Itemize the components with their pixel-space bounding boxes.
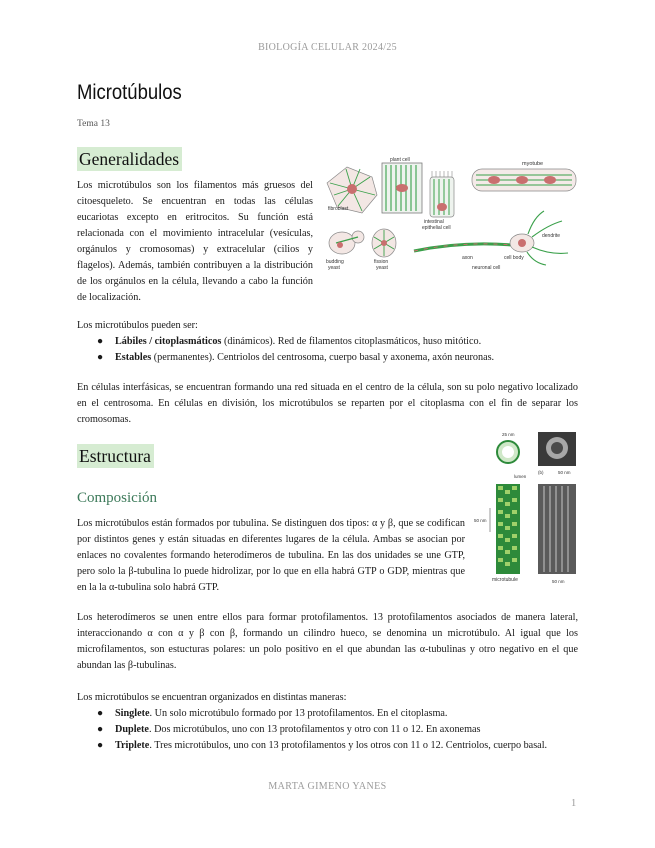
label-intestinal: intestinal [424, 219, 444, 225]
types-list-intro: Los microtúbulos pueden ser: [77, 320, 198, 331]
label-size-top: 25 nm [502, 432, 515, 437]
microtubule-cross-section [497, 441, 519, 463]
type-description: (permanentes). Centriolos del centrosoma, cuerpo basal y axonema, axón neuronas. [151, 352, 495, 363]
composition-text: Los microtúbulos están formados por tubulina. Se distinguen dos tipos: α y β, que se codifican por distintos genes y están situadas en diferentes lugares de la célula. Ambas se asocian por enlaces no covalentes formando heterodímeros de tubulina. En las dos unidades se une GTP, pero solo la β-tubulina lo puede hidrolizar, por lo que en ella habrá GTP o GDP, mientras que en la la α-tubulina solo habrá GTP. [77, 518, 465, 593]
label-dendrite: dendrite [542, 233, 561, 239]
label-budding: budding [326, 259, 344, 265]
label-neuron: neuronal cell [472, 265, 501, 271]
label-size-side: 50 nm [474, 518, 487, 523]
budding-yeast-illustration [329, 231, 364, 254]
organization-block [77, 690, 578, 754]
type-description: (dinámicos). Red de filamentos citoplasmáticos, huso mitótico. [221, 336, 482, 347]
microtubule-structure-figure [474, 428, 580, 586]
microtubule-cell-types-figure [322, 155, 580, 275]
label-yeast2: yeast [376, 265, 388, 271]
myotube-illustration [472, 169, 576, 191]
organization-list [77, 706, 578, 754]
label-yeast: yeast [328, 265, 340, 271]
label-myotube: myotube [522, 161, 544, 167]
epithelial-cell-illustration [430, 171, 454, 217]
type-term: Estables [115, 352, 152, 363]
organization-description: . Dos microtúbulos, uno con 13 protofilamentos y otro con 11 o 12. En axonemas [148, 724, 481, 735]
generalidades-intro [77, 178, 313, 306]
label-scale-a: (b) [538, 470, 544, 475]
page-title: Microtúbulos [77, 81, 182, 104]
fission-yeast-illustration [372, 229, 396, 257]
section-heading-generalidades: Generalidades [77, 147, 182, 171]
page-subtitle: Tema 13 [77, 119, 110, 129]
composicion-paragraph-1 [77, 516, 465, 596]
subsection-heading-composicion: Composición [77, 490, 158, 506]
page-number: 1 [571, 798, 577, 809]
types-list [77, 334, 577, 366]
microtubule-wall-illustration [496, 484, 520, 574]
label-scale-c: 50 nm [552, 579, 565, 584]
organization-term: Singlete [115, 708, 150, 719]
list-item: ● Estables (permanentes). Centriolos del centrosoma, cuerpo basal y axonema, axón neuronas. [97, 352, 495, 363]
types-block [77, 318, 577, 366]
generalidades-closing [77, 380, 578, 428]
list-item: ● Singlete. Un solo microtúbulo formado por 13 protofilamentos. En el citoplasma. [97, 708, 448, 719]
organization-intro: Los microtúbulos se encuentran organizados en distintas maneras: [77, 692, 347, 703]
label-scale-b: 50 nm [558, 470, 571, 475]
label-plant-cell: plant cell [390, 157, 410, 163]
label-fibroblast: fibroblast [328, 206, 349, 212]
type-term: Lábiles / citoplasmáticos [115, 336, 222, 347]
list-item: ● Lábiles / citoplasmáticos (dinámicos). Red de filamentos citoplasmáticos, huso mitótico. [97, 336, 482, 347]
intro-paragraph: Los microtúbulos son los filamentos más gruesos del citoesqueleto. Se encuentran en todas las células eucariotas excepto en eritrocitos. Su función está relacionada con el movimiento intracelular (vesículas, orgánulos y cromosomas) y extracelular (cilios y flagelos). Además, también contribuyen a la distribución de los orgánulos en la célula, llevando a cabo la función de localización. [77, 180, 313, 303]
em-cross-section-image [538, 432, 576, 466]
plant-cell-illustration [382, 163, 422, 213]
page-header: BIOLOGÍA CELULAR 2024/25 [258, 42, 397, 53]
closing-paragraph: En células interfásicas, se encuentran formando una red situada en el centro de la célula, son su polo negativo localizado en el centrosoma. En células en división, los microtúbulos se reparten por el citoplasma con el fin de separar los cromosomas. [77, 382, 578, 425]
organization-term: Triplete [115, 740, 150, 751]
label-microtubule: microtubule [492, 577, 518, 583]
protofilament-text: Los heterodímeros se unen entre ellos para formar protofilamentos. 13 protofilamentos asociados de manera lateral, interaccionando α con α y β con β, formando un cilindro hueco, se denomina un microtúbulo. Al igual que los microfilamentos, son estucturas polares: un polo positivo en el que abundan las α-tubulinas y otro negativo en el que abundan las β-tubulinas. [77, 612, 578, 671]
page-footer-author: MARTA GIMENO YANES [268, 781, 387, 792]
label-epithelial: epithelial cell [422, 225, 451, 231]
section-heading-estructura: Estructura [77, 444, 154, 468]
organization-description: . Tres microtúbulos, uno con 13 protofilamentos y los otros con 11 o 12. Centriolos, cuerpo basal. [149, 740, 548, 751]
list-item: ● Triplete. Tres microtúbulos, uno con 13 protofilamentos y los otros con 11 o 12. Centriolos, cuerpo basal. [97, 740, 548, 751]
em-longitudinal-image [538, 484, 576, 574]
label-cell-body: cell body [504, 255, 524, 261]
label-axon: axon [462, 255, 473, 261]
label-lumen: lumen [514, 474, 527, 479]
list-item: ● Duplete. Dos microtúbulos, uno con 13 protofilamentos y otro con 11 o 12. En axonemas [97, 724, 481, 735]
label-fission: fission [374, 259, 389, 265]
composicion-paragraph-2 [77, 610, 578, 674]
organization-term: Duplete [115, 724, 149, 735]
organization-description: . Un solo microtúbulo formado por 13 protofilamentos. En el citoplasma. [149, 708, 448, 719]
